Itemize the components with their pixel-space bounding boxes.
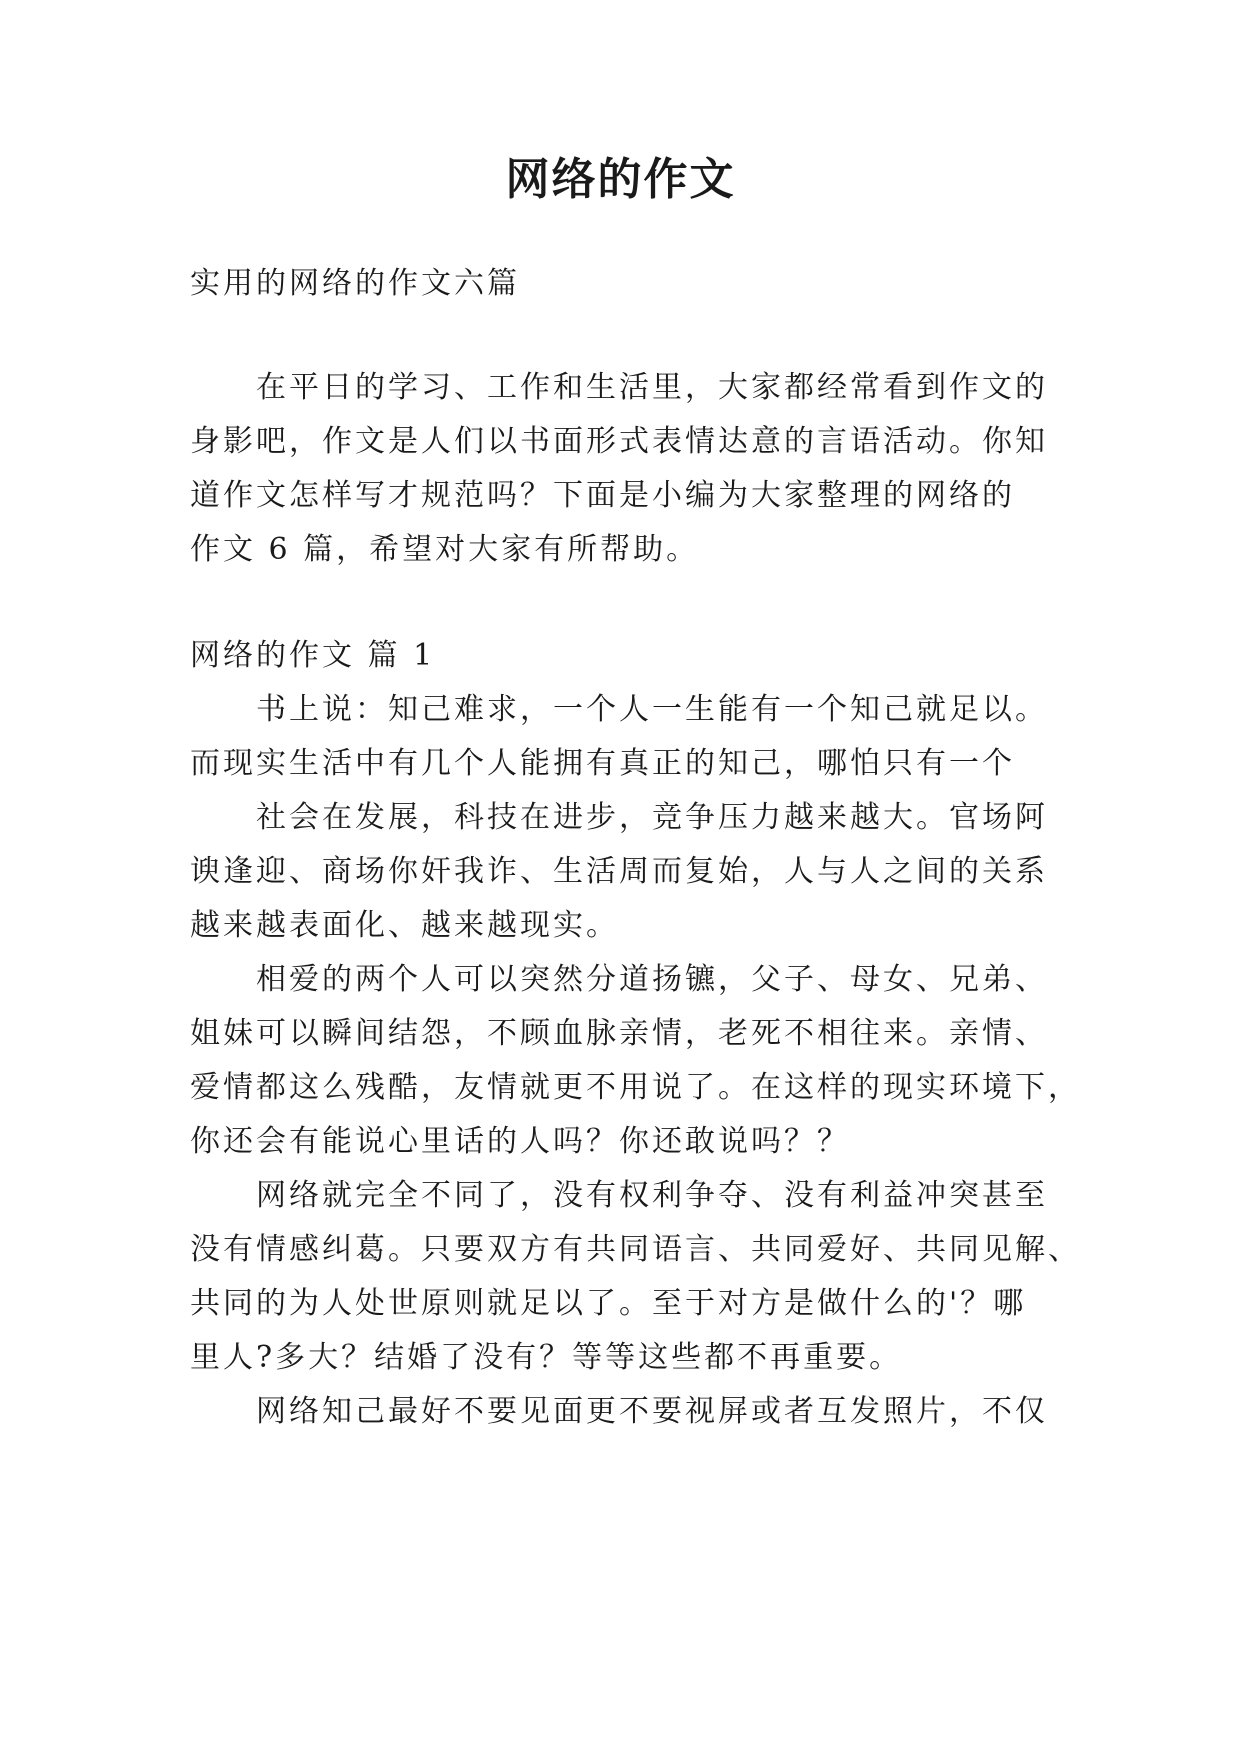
body-line: 共同的为人处世原则就足以了。至于对方是做什么的'？哪 — [190, 1286, 1027, 1321]
body-line: 网络知己最好不要见面更不要视屏或者互发照片，不仅 — [256, 1394, 1048, 1429]
body-line: 越来越表面化、越来越现实。 — [190, 908, 619, 943]
section-heading: 网络的作文 篇 1 — [190, 638, 436, 673]
intro-line: 在平日的学习、工作和生活里，大家都经常看到作文的 — [256, 370, 1048, 405]
body-line: 你还会有能说心里话的人吗？你还敢说吗？？ — [190, 1124, 850, 1159]
body-line: 谀逢迎、商场你奸我诈、生活周而复始，人与人之间的关系 — [190, 854, 1048, 889]
document-title: 网络的作文 — [505, 154, 736, 205]
intro-line: 身影吧，作文是人们以书面形式表情达意的言语活动。你知 — [190, 424, 1048, 459]
body-line: 书上说：知己难求，一个人一生能有一个知己就足以。 — [256, 692, 1048, 727]
body-line: 没有情感纠葛。只要双方有共同语言、共同爱好、共同见解、 — [190, 1232, 1081, 1267]
body-line: 里人?多大？结婚了没有？等等这些都不再重要。 — [190, 1340, 903, 1375]
body-line: 姐妹可以瞬间结怨，不顾血脉亲情，老死不相往来。亲情、 — [190, 1016, 1048, 1051]
body-line: 社会在发展，科技在进步，竞争压力越来越大。官场阿 — [256, 800, 1048, 835]
intro-line: 作文 6 篇，希望对大家有所帮助。 — [190, 532, 700, 567]
body-line: 而现实生活中有几个人能拥有真正的知己，哪怕只有一个 — [190, 746, 1015, 781]
body-line: 爱情都这么残酷，友情就更不用说了。在这样的现实环境下， — [190, 1070, 1081, 1105]
body-line: 相爱的两个人可以突然分道扬镳，父子、母女、兄弟、 — [256, 962, 1048, 997]
document-subtitle: 实用的网络的作文六篇 — [190, 266, 520, 301]
body-line: 网络就完全不同了，没有权利争夺、没有利益冲突甚至 — [256, 1178, 1048, 1213]
intro-line: 道作文怎样写才规范吗？下面是小编为大家整理的网络的 — [190, 478, 1015, 513]
